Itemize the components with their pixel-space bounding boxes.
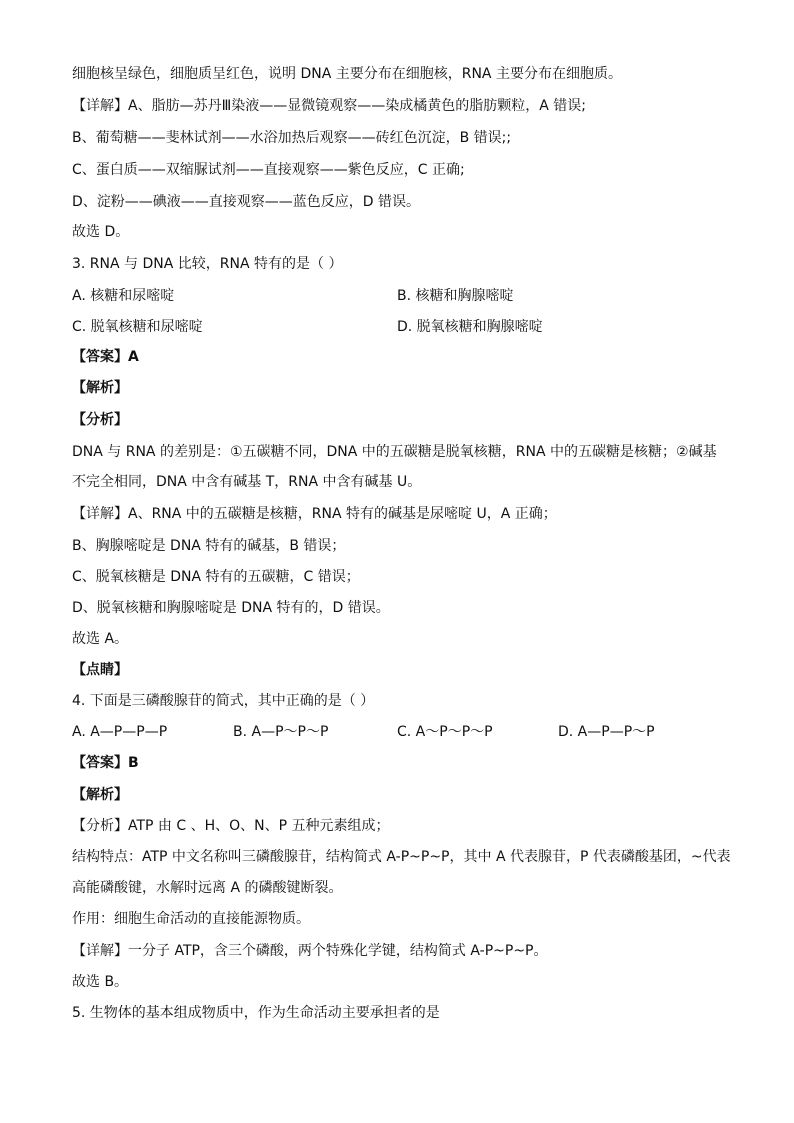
question-5: 5. 生物体的基本组成物质中，作为生命活动主要承担者的是: [72, 1005, 440, 1021]
text-line: 【详解】A、脂肪—苏丹Ⅲ染液——显微镜观察——染成橘黄色的脂肪颗粒，A 错误;: [72, 98, 586, 114]
text-line: 不完全相同，DNA 中含有碱基 T，RNA 中含有碱基 U。: [72, 474, 422, 490]
text-line: 结构特点：ATP 中文名称叫三磷酸腺苷，结构简式 A-P~P~P，其中 A 代表腺苷，P 代表磷酸基团，~代表: [72, 849, 731, 865]
q3-option-c: C. 脱氧核糖和尿嘧啶: [72, 319, 203, 335]
text-line: C、脱氧核糖是 DNA 特有的五碳糖，C 错误；: [72, 569, 360, 585]
q3-dianjing-heading: 【点睛】: [72, 662, 128, 678]
q4-analysis-heading: 【解析】: [72, 787, 128, 803]
q4-answer: 【答案】B: [72, 755, 139, 771]
q3-option-d: D. 脱氧核糖和胸腺嘧啶: [397, 319, 543, 335]
text-line: 故选 A。: [72, 631, 129, 647]
text-line: B、胸腺嘧啶是 DNA 特有的碱基，B 错误；: [72, 538, 346, 554]
text-line: 【详解】一分子 ATP，含三个磷酸，两个特殊化学键，结构简式 A-P~P~P。: [72, 943, 548, 959]
text-line: DNA 与 RNA 的差别是：①五碳糖不同，DNA 中的五碳糖是脱氧核糖，RNA 中的五碳糖是核糖；②碱基: [72, 444, 717, 460]
text-line: D、脱氧核糖和胸腺嘧啶是 DNA 特有的，D 错误。: [72, 600, 390, 616]
question-3: 3. RNA 与 DNA 比较，RNA 特有的是（ ）: [72, 256, 343, 272]
text-line: 【分析】ATP 由 C 、H、O、N、P 五种元素组成；: [72, 818, 390, 834]
q3-answer: 【答案】A: [72, 349, 139, 365]
question-4: 4. 下面是三磷酸腺苷的简式，其中正确的是（ ）: [72, 693, 375, 709]
q3-fenxi-heading: 【分析】: [72, 412, 128, 428]
text-line: C、蛋白质——双缩脲试剂——直接观察——紫色反应，C 正确;: [72, 162, 465, 178]
q3-option-b: B. 核糖和胸腺嘧啶: [397, 288, 514, 304]
text-line: 故选 B。: [72, 974, 129, 990]
text-line: B、葡萄糖——斐林试剂——水浴加热后观察——砖红色沉淀，B 错误;;: [72, 130, 512, 146]
text-line: 【详解】A、RNA 中的五碳糖是核糖，RNA 特有的碱基是尿嘧啶 U，A 正确；: [72, 506, 557, 522]
text-line: 细胞核呈绿色，细胞质呈红色，说明 DNA 主要分布在细胞核，RNA 主要分布在细胞质。: [72, 66, 622, 82]
q3-option-a: A. 核糖和尿嘧啶: [72, 288, 175, 304]
text-line: 故选 D。: [72, 224, 130, 240]
q3-analysis-heading: 【解析】: [72, 380, 128, 396]
q4-option-b: B. A—P～P～P: [233, 724, 329, 740]
text-line: D、淀粉——碘液——直接观察——蓝色反应，D 错误。: [72, 194, 421, 210]
q4-option-c: C. A～P～P～P: [397, 724, 493, 740]
text-line: 高能磷酸键，水解时远离 A 的磷酸键断裂。: [72, 880, 343, 896]
q4-option-d: D. A—P—P～P: [558, 724, 655, 740]
q4-option-a: A. A—P—P—P: [72, 724, 168, 740]
text-line: 作用：细胞生命活动的直接能源物质。: [72, 911, 310, 927]
